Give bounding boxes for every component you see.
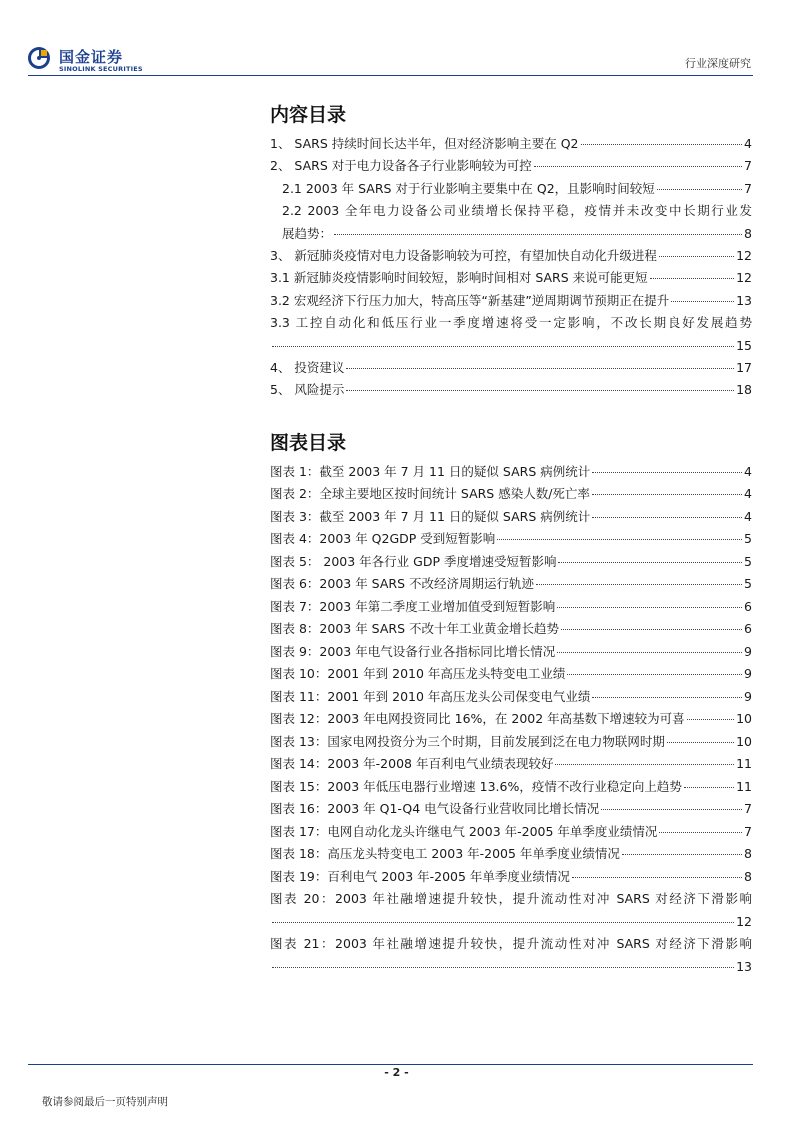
contents-title: 内容目录	[270, 104, 347, 126]
toc-entry[interactable]: 3、 新冠肺炎疫情对电力设备影响较为可控，有望加快自动化升级进程 12	[270, 247, 752, 263]
figure-entry[interactable]: 图表 9：2003 年电气设备行业各指标同比增长情况 9	[270, 643, 752, 659]
disclaimer-note: 敬请参阅最后一页特别声明	[42, 1096, 168, 1108]
figure-entry[interactable]: 图表 17：电网自动化龙头许继电气 2003 年-2005 年单季度业绩情况 7	[270, 823, 752, 839]
figure-entry[interactable]: 图表 1：截至 2003 年 7 月 11 日的疑似 SARS 病例统计 4	[270, 463, 752, 479]
footer-divider	[28, 1064, 753, 1065]
toc-entry[interactable]: 3.1 新冠肺炎疫情影响时间较短，影响时间相对 SARS 来说可能更短 12	[270, 270, 752, 286]
figure-entry[interactable]: 图表 6：2003 年 SARS 不改经济周期运行轨迹 5	[270, 576, 752, 592]
figure-entry[interactable]: 图表 18：高压龙头特变电工 2003 年-2005 年单季度业绩情况 8	[270, 846, 752, 862]
figure-entry[interactable]: 图表 4：2003 年 Q2GDP 受到短暂影响 5	[270, 531, 752, 547]
figures-list	[270, 461, 752, 979]
figures-title: 图表目录	[270, 431, 347, 454]
toc-entry[interactable]: 1、 SARS 持续时间长达半年，但对经济影响主要在 Q2 4	[270, 136, 752, 151]
page-header	[0, 0, 793, 80]
page-number: - 2 -	[384, 1066, 409, 1079]
figure-entry[interactable]: 图表 7：2003 年第二季度工业增加值受到短暂影响 6	[270, 598, 752, 614]
figure-entry[interactable]: 图表 12：2003 年电网投资同比 16%，在 2002 年高基数下增速较为可喜 10	[270, 711, 752, 727]
figure-entry[interactable]: 图表 5： 2003 年各行业 GDP 季度增速受短暂影响 5	[270, 553, 752, 569]
logo-chinese-name: 国金证券	[59, 48, 124, 66]
figure-entry[interactable]: 图表 3：截至 2003 年 7 月 11 日的疑似 SARS 病例统计 4	[270, 508, 752, 524]
logo-english-name: SINOLINK SECURITIES	[59, 65, 143, 73]
toc-entry[interactable]: 4、 投资建议 17	[270, 359, 752, 375]
sinolink-logo-icon	[27, 46, 51, 70]
figure-entry[interactable]: 图表 16：2003 年 Q1-Q4 电气设备行业营收同比增长情况 7	[270, 801, 752, 817]
figure-entry[interactable]: 图表 21：2003 年社融增速提升较快，提升流动性对冲 SARS 对经济下滑影响 13	[270, 936, 752, 974]
table-of-contents-page	[270, 100, 752, 978]
figure-entry[interactable]: 图表 20：2003 年社融增速提升较快，提升流动性对冲 SARS 对经济下滑影响 12	[270, 891, 752, 929]
header-divider	[28, 75, 753, 76]
toc-entry[interactable]: 3.3 工控自动化和低压行业一季度增速将受一定影响，不改长期良好发展趋势 15	[270, 315, 752, 353]
figure-entry[interactable]: 图表 10：2001 年到 2010 年高压龙头特变电工业绩 9	[270, 666, 752, 682]
figure-entry[interactable]: 图表 19：百利电气 2003 年-2005 年单季度业绩情况 8	[270, 868, 752, 884]
figure-entry[interactable]: 图表 13：国家电网投资分为三个时期，目前发展到泛在电力物联网时期 10	[270, 733, 752, 749]
company-logo	[27, 46, 187, 76]
report-type-label: 行业深度研究	[685, 57, 751, 70]
toc-entry[interactable]: 2、 SARS 对于电力设备各子行业影响较为可控 7	[270, 158, 752, 174]
toc-entry[interactable]: 3.2 宏观经济下行压力加大，特高压等“新基建”逆周期调节预期正在提升 13	[270, 292, 752, 308]
figure-entry[interactable]: 图表 8：2003 年 SARS 不改十年工业黄金增长趋势 6	[270, 621, 752, 637]
figure-entry[interactable]: 图表 2：全球主要地区按时间统计 SARS 感染人数/死亡率 4	[270, 486, 752, 502]
contents-list	[270, 133, 752, 402]
figure-entry[interactable]: 图表 15：2003 年低压电器行业增速 13.6%，疫情不改行业稳定向上趋势 11	[270, 778, 752, 794]
figure-entry[interactable]: 图表 14：2003 年-2008 年百利电气业绩表现较好 11	[270, 756, 752, 772]
figure-entry[interactable]: 图表 11：2001 年到 2010 年高压龙头公司保变电气业绩 9	[270, 688, 752, 704]
toc-entry[interactable]: 2.2 2003 全年电力设备公司业绩增长保持平稳，疫情并未改变中长期行业发 展趋势： 8	[282, 203, 752, 241]
toc-entry[interactable]: 5、 风险提示 18	[270, 382, 752, 398]
toc-entry[interactable]: 2.1 2003 年 SARS 对于行业影响主要集中在 Q2，且影响时间较短 7	[282, 180, 752, 196]
